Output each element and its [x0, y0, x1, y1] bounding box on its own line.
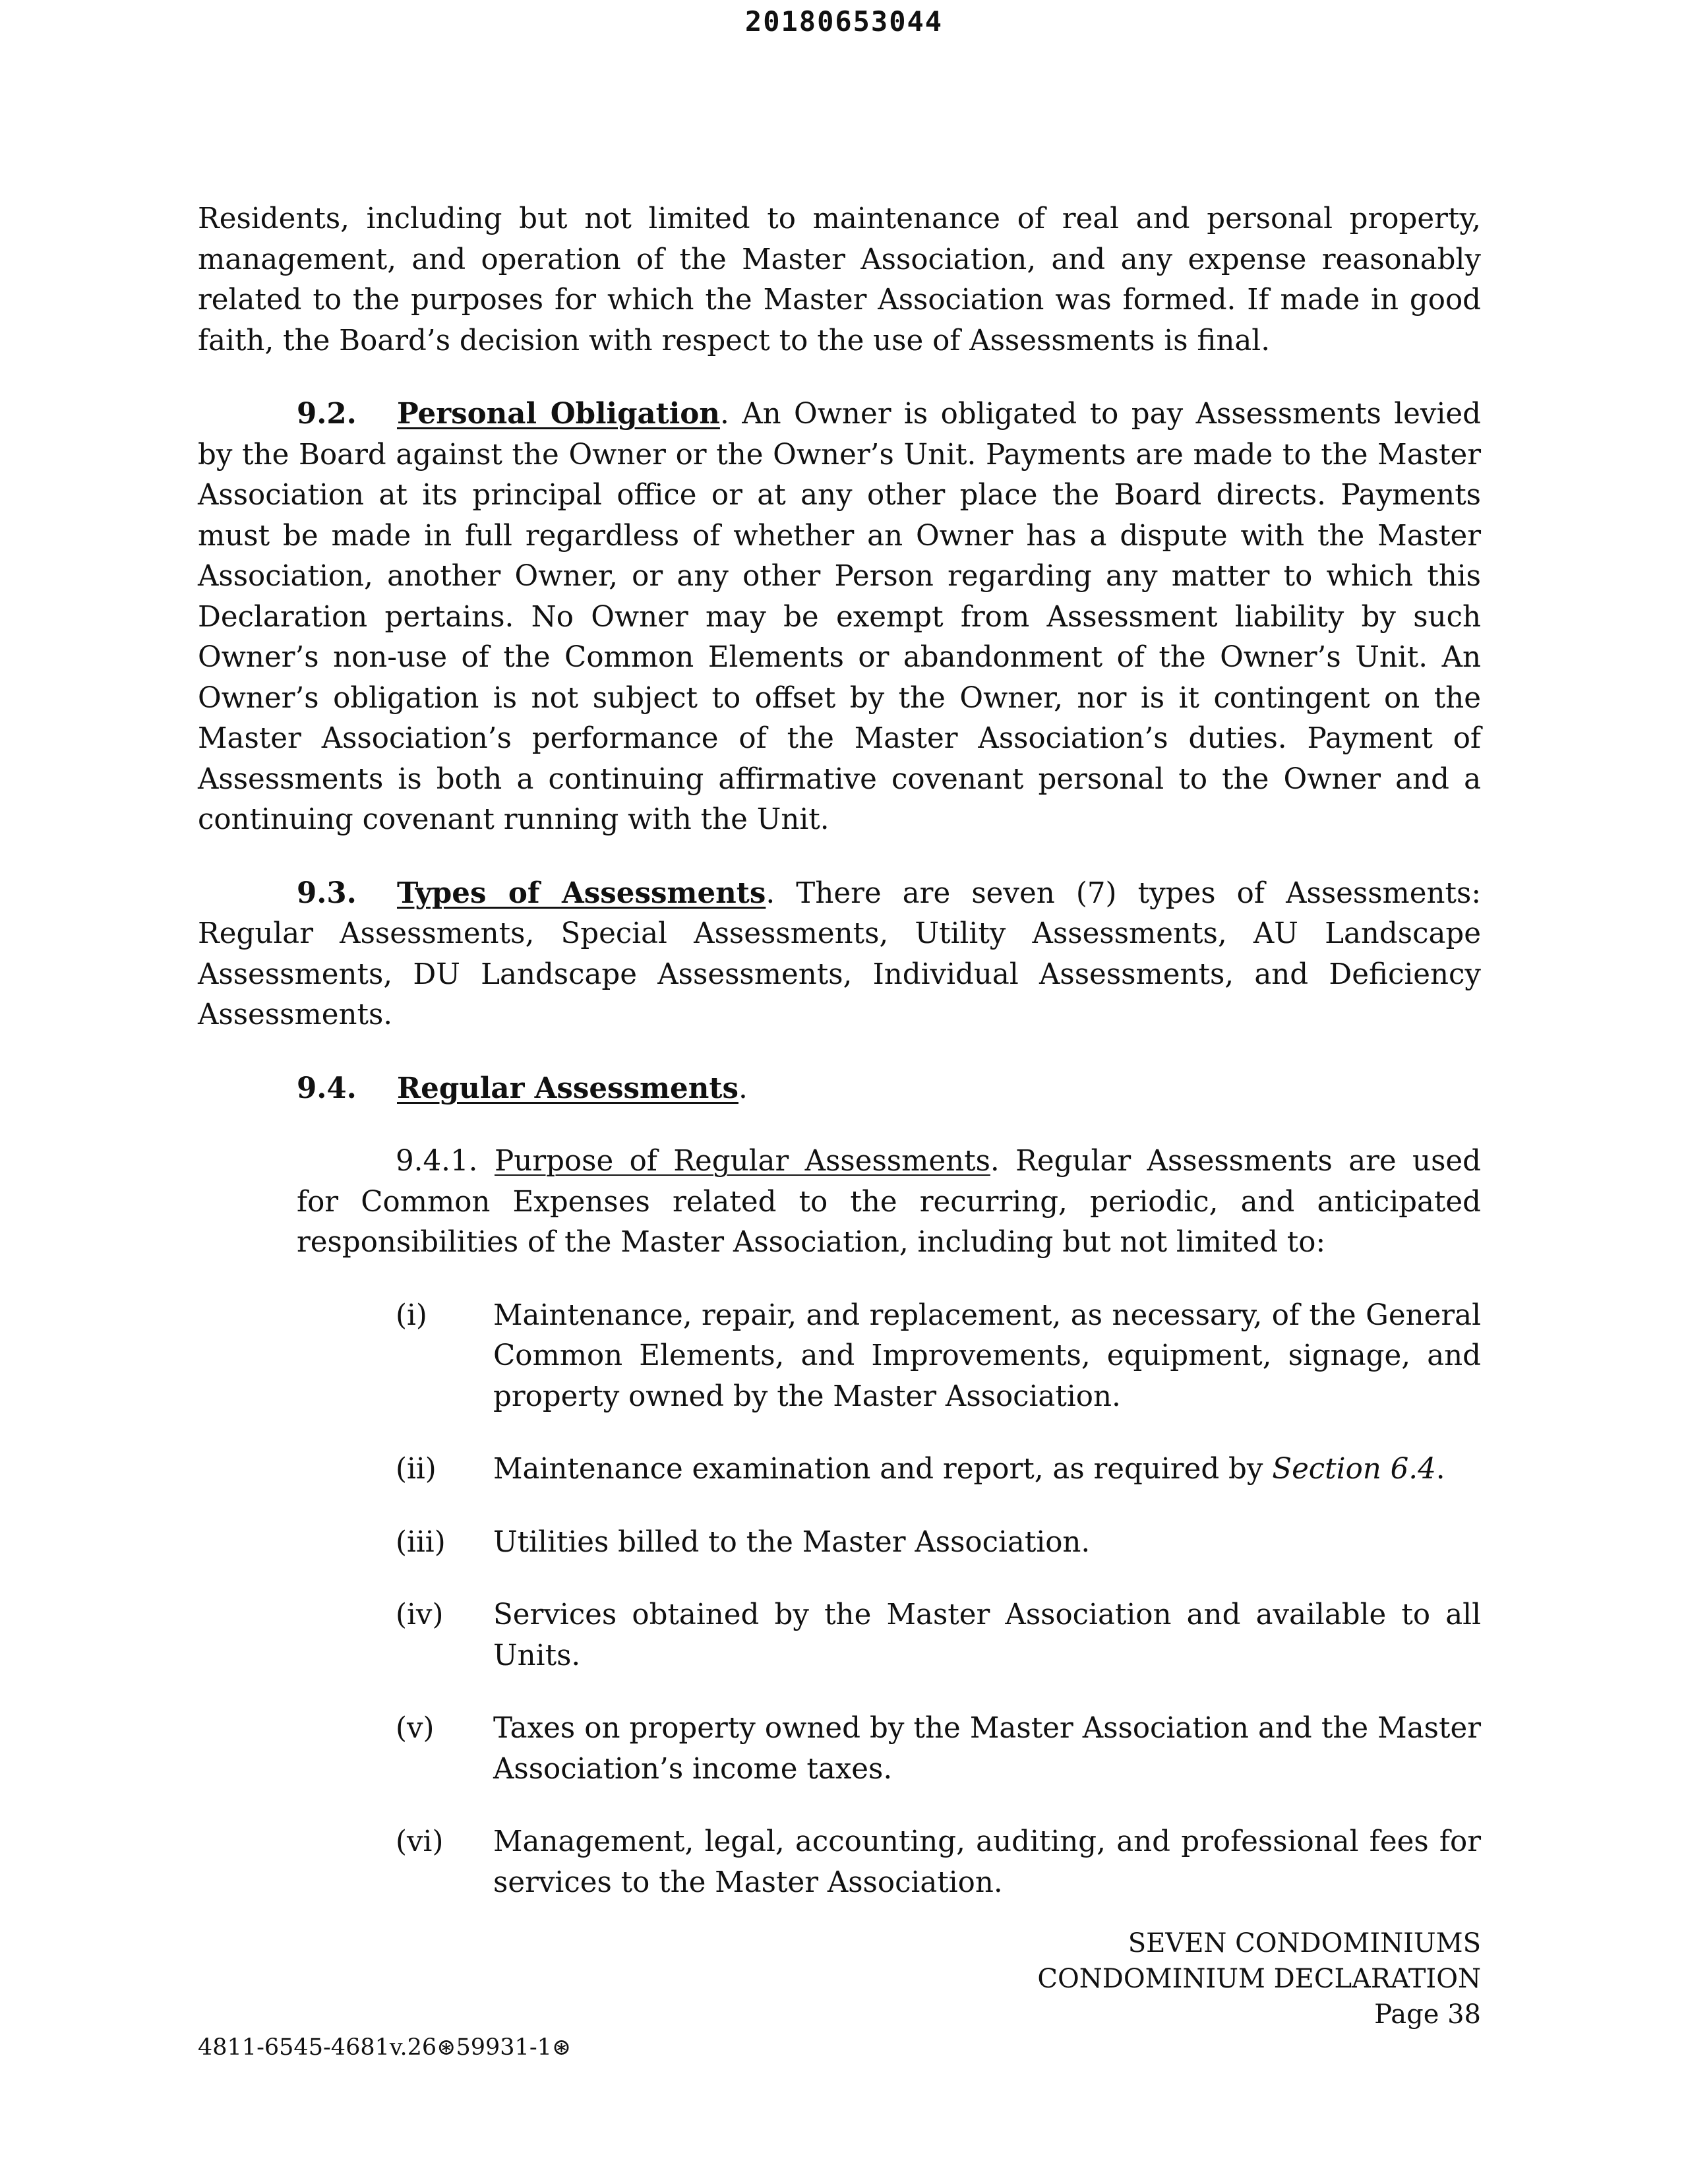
- footer-line-1: SEVEN CONDOMINIUMS: [1128, 1928, 1481, 1958]
- section-9-3: [198, 873, 1481, 1036]
- list-text: Taxes on property owned by the Master Association and the Master Association’s income taxes.: [493, 1712, 1481, 1786]
- list-numeral: (iii): [396, 1525, 446, 1559]
- page-number: Page 38: [1374, 1999, 1481, 2030]
- list-text: Maintenance, repair, and replacement, as necessary, of the General Common Elements, and Improvements, equipment, signage, and property owned by the Master Association.: [493, 1298, 1481, 1413]
- section-title: Regular Assessments: [397, 1071, 738, 1105]
- section-number: 9.3.: [297, 876, 357, 910]
- section-text: . There are seven (7) types of Assessments: Regular Assessments, Special Assessments, Utility Assessments, AU Landscape Assessments, DU Landscape Assessments, Individual Assessments, and Deficiency Assessments.: [198, 876, 1481, 1031]
- section-reference: Section 6.4: [1272, 1453, 1436, 1486]
- footer-document-title: [1037, 1926, 1481, 2032]
- section-9-4-1: [297, 1141, 1481, 1263]
- subsection-number: 9.4.1.: [396, 1145, 478, 1178]
- list-text: [493, 1449, 1481, 1490]
- section-number: 9.2.: [297, 397, 357, 431]
- subsection-title: Purpose of Regular Assessments: [495, 1145, 990, 1178]
- section-trailing: .: [738, 1072, 748, 1105]
- list-numeral: (vi): [396, 1825, 444, 1858]
- list-item: [396, 1523, 1481, 1563]
- list-item: [396, 1822, 1481, 1903]
- footer-line-2: CONDOMINIUM DECLARATION: [1037, 1964, 1481, 1994]
- section-text: . An Owner is obligated to pay Assessments levied by the Board against the Owner or the Owner’s Unit. Payments are made to the Master Association at its principal office or at any other place the Board directs. Payments must be made in full regardless of whether an Owner has a dispute with the Master Association, another Owner, or any other Person regarding any matter to which this Declaration pertains. No Owner may be exempt from Assessment liability by such Owner’s non-use of the Common Elements or abandonment of the Owner’s Unit. An Owner’s obligation is not subject to offset by the Owner, nor is it contingent on the Master Association’s performance of the Master Association’s duties. Payment of Assessments is both a continuing affirmative covenant personal to the Owner and a continuing covenant running with the Unit.: [198, 398, 1481, 836]
- document-body: [198, 199, 1481, 1935]
- list-text: Management, legal, accounting, auditing, and professional fees for services to the Master Association.: [493, 1825, 1481, 1899]
- recording-number: 20180653044: [744, 5, 944, 38]
- section-9-4: [198, 1068, 1481, 1110]
- document-id: 4811-6545-4681v.26⊛59931-1⊛: [198, 2034, 572, 2061]
- intro-paragraph: Residents, including but not limited to maintenance of real and personal property, management, and operation of the Master Association, and any expense reasonably related to the purposes for which the Master Association was formed. If made in good faith, the Board’s decision with respect to the use of Assessments is final.: [198, 202, 1481, 357]
- list-numeral: (iv): [396, 1598, 444, 1631]
- list-text: Utilities billed to the Master Association.: [493, 1525, 1091, 1559]
- list-numeral: (ii): [396, 1453, 437, 1486]
- list-text-main: Maintenance examination and report, as required by: [493, 1453, 1273, 1486]
- list-item: [396, 1449, 1481, 1490]
- list-text: Services obtained by the Master Association and available to all Units.: [493, 1598, 1481, 1672]
- list-numeral: (i): [396, 1298, 427, 1332]
- list-item: [396, 1296, 1481, 1418]
- section-title: Personal Obligation: [397, 397, 720, 431]
- list-text-after: .: [1435, 1453, 1445, 1486]
- section-title: Types of Assessments: [397, 876, 766, 910]
- subsection-text: . Regular Assessments are used for Common Expenses related to the recurring, periodic, and anticipated responsibilities of the Master Association, including but not limited to:: [297, 1145, 1481, 1259]
- list-item: [396, 1595, 1481, 1676]
- list-numeral: (v): [396, 1712, 435, 1745]
- section-9-2: [198, 394, 1481, 841]
- list-item: [396, 1709, 1481, 1790]
- section-number: 9.4.: [297, 1071, 357, 1105]
